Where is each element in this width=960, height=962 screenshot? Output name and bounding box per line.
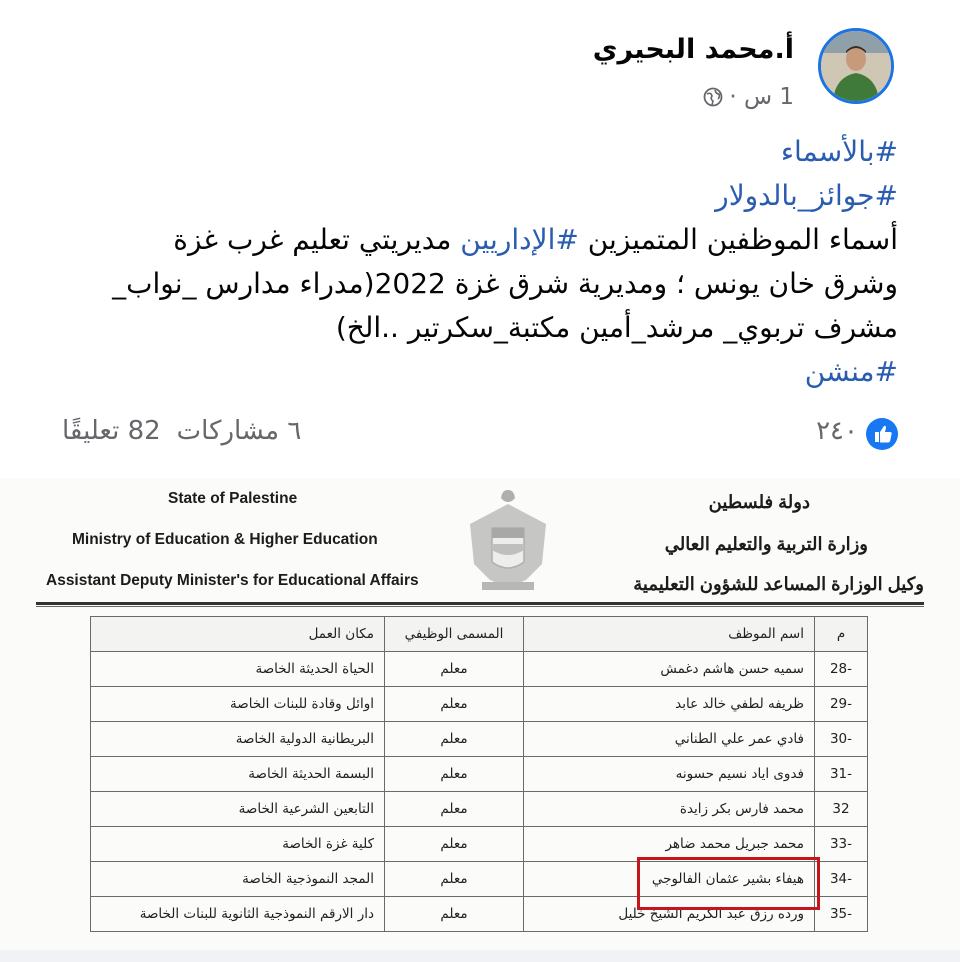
header-ar-office: وكيل الوزارة المساعد للشؤون التعليمية [633,574,924,594]
col-header-name: اسم الموظف [524,617,815,652]
cell-title: معلم [385,897,524,932]
comments-count[interactable]: 82 تعليقًا [62,416,161,446]
hashtag-names[interactable]: #بالأسماء [780,135,898,168]
cell-title: معلم [385,722,524,757]
cell-place: المجد النموذجية الخاصة [91,862,385,897]
globe-icon[interactable] [703,87,723,107]
header-divider [36,602,924,605]
table-header-row [91,617,868,652]
cell-place: البريطانية الدولية الخاصة [91,722,385,757]
hashtag-admins[interactable]: #الإداريين [460,223,579,256]
cell-title: معلم [385,792,524,827]
header-en-state: State of Palestine [168,490,298,507]
cell-num: -34 [815,862,868,897]
header-divider-thin [36,606,924,607]
cell-num: -31 [815,757,868,792]
cell-place: الحياة الحديثة الخاصة [91,652,385,687]
table-row [91,652,868,687]
shares-count[interactable]: ٦ مشاركات [176,416,302,446]
cell-name: فادي عمر علي الطناني [524,722,815,757]
cell-name: ورده رزق عبد الكريم الشيخ خليل [524,897,815,932]
engagement-counts [62,416,301,446]
cell-place: التابعين الشرعية الخاصة [91,792,385,827]
col-header-place: مكان العمل [91,617,385,652]
cell-title: معلم [385,827,524,862]
cell-num: -28 [815,652,868,687]
header-ar-ministry: وزارة التربية والتعليم العالي [664,534,868,554]
cell-name: ظريفه لطفي خالد عابد [524,687,815,722]
cell-name: محمد جبريل محمد ضاهر [524,827,815,862]
highlight-box [637,857,820,910]
facebook-post [0,0,960,478]
cell-num: -29 [815,687,868,722]
post-line-4: وشرق خان يونس ؛ ومديرية شرق غزة 2022(مدراء مدارس _نواب_ [112,267,898,300]
post-text-segment: أسماء الموظفين المتميزين [578,223,898,256]
cell-title: معلم [385,652,524,687]
table-row [91,757,868,792]
cell-place: دار الارقم النموذجية الثانوية للبنات الخاصة [91,897,385,932]
cell-name: فدوى اياد نسيم حسونه [524,757,815,792]
cell-title: معلم [385,687,524,722]
cell-name: سميه حسن هاشم دغمش [524,652,815,687]
post-time[interactable]: 1 س · [729,84,794,110]
palestine-eagle-emblem [460,484,556,594]
header-en-ministry: Ministry of Education & Higher Education [72,531,378,548]
post-line-3 [118,218,898,262]
table-row [91,722,868,757]
reactions-bar [0,414,960,458]
post-body [112,130,898,394]
avatar-photo [821,31,891,101]
header-ar-state: دولة فلسطين [708,492,810,512]
cell-place: اوائل وقادة للبنات الخاصة [91,687,385,722]
cell-place: كلية غزة الخاصة [91,827,385,862]
cell-name: محمد فارس بكر زايدة [524,792,815,827]
cell-title: معلم [385,862,524,897]
cell-num: -35 [815,897,868,932]
hashtag-prizes[interactable]: #جوائز_بالدولار [715,179,898,212]
col-header-num: م [815,617,868,652]
author-avatar[interactable] [818,28,894,104]
cell-place: البسمة الحديثة الخاصة [91,757,385,792]
hashtag-mention[interactable]: #منشن [804,355,898,388]
table-row [91,687,868,722]
header-en-office: Assistant Deputy Minister's for Educational Affairs [46,572,419,589]
post-line-5: مشرف تربوي_ مرشد_أمين مكتبة_سكرتير ..الخ) [335,311,898,344]
cell-name: هيفاء بشير عثمان الفالوجي [524,862,815,897]
cell-title: معلم [385,757,524,792]
table-row [91,792,868,827]
post-meta [703,84,794,110]
cell-num: 32 [815,792,868,827]
post-text-segment: مديريتي تعليم غرب غزة [173,223,461,256]
col-header-title: المسمى الوظيفي [385,617,524,652]
author-name[interactable]: أ.محمد البحيري [592,34,794,65]
like-icon[interactable] [866,418,898,450]
cell-num: -30 [815,722,868,757]
bottom-edge [0,950,960,962]
reaction-count[interactable]: ٢٤٠ [816,416,858,446]
cell-num: -33 [815,827,868,862]
